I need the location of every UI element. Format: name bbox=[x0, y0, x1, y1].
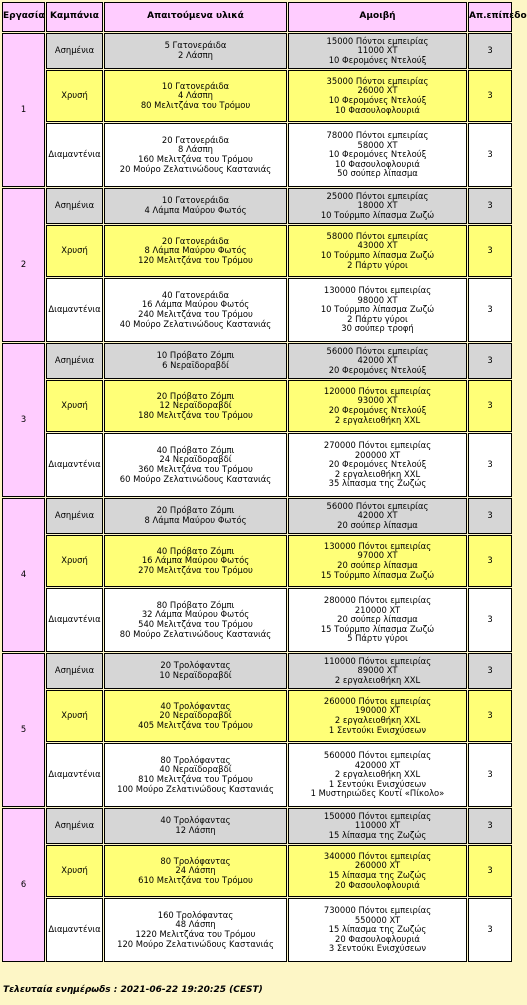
reward-item: 56000 Πόντοι εμπειρίας bbox=[326, 500, 429, 511]
reward-item: 15 λίπασμα της Ζωζώς bbox=[328, 829, 427, 840]
level-cell: 3 bbox=[468, 380, 512, 432]
materials-cell bbox=[104, 653, 287, 689]
level-cell: 3 bbox=[468, 743, 512, 807]
task-number: 2 bbox=[2, 188, 45, 342]
table-body bbox=[2, 33, 512, 962]
campaign-cell: Χρυσή bbox=[46, 380, 103, 432]
reward-cell bbox=[288, 33, 467, 69]
campaign-cell: Ασημένια bbox=[46, 498, 103, 534]
header-level: Απ.επίπεδο bbox=[468, 2, 512, 32]
material-item: 160 Τρολόφαντας bbox=[157, 909, 234, 920]
reward-item: 1 Σεντούκι Ενισχύσεων bbox=[328, 778, 427, 789]
reward-item: 15 Τούρμπο λίπασμα Ζωζώ bbox=[320, 569, 435, 580]
materials-cell bbox=[104, 588, 287, 652]
reward-item: 20 σούπερ λίπασμα bbox=[337, 560, 418, 570]
material-item: 16 Λάμπα Μαύρου Φωτός bbox=[141, 299, 250, 310]
campaign-cell: Χρυσή bbox=[46, 535, 103, 587]
materials-cell bbox=[104, 690, 287, 742]
table-row bbox=[2, 433, 512, 497]
reward-item: 10 Φασουλοφλουριά bbox=[335, 104, 420, 115]
material-item: 24 Νεραϊδοραβδί bbox=[159, 454, 232, 465]
reward-item: 560000 Πόντοι εμπειρίας bbox=[323, 750, 432, 761]
materials-cell bbox=[104, 123, 287, 187]
reward-item: 130000 Πόντοι εμπειρίας bbox=[323, 540, 432, 551]
material-item: 1220 Μελιτζάνα του Τρόμου bbox=[135, 929, 256, 939]
reward-item: 130000 Πόντοι εμπειρίας bbox=[323, 285, 432, 296]
campaign-cell: Ασημένια bbox=[46, 808, 103, 844]
header-reward: Αμοιβή bbox=[288, 2, 467, 32]
material-item: 12 Νεραϊδοραβδί bbox=[159, 400, 232, 411]
materials-cell bbox=[104, 343, 287, 379]
table-row bbox=[2, 898, 512, 962]
material-item: 48 Λάσπη bbox=[175, 919, 216, 930]
materials-cell bbox=[104, 845, 287, 897]
material-item: 100 Μούρο Ζελατινώδους Καστανιάς bbox=[117, 783, 274, 794]
campaign-cell: Διαμαντένια bbox=[46, 588, 103, 652]
material-item: 10 Νεραϊδοραβδί bbox=[159, 670, 232, 680]
table-row bbox=[2, 588, 512, 652]
campaign-cell: Χρυσή bbox=[46, 690, 103, 742]
materials-cell bbox=[104, 743, 287, 807]
reward-cell bbox=[288, 898, 467, 962]
material-item: 40 Πρόβατο Ζόμπι bbox=[156, 444, 235, 455]
material-item: 80 Μελιτζάνα του Τρόμου bbox=[140, 99, 251, 110]
reward-item: 98000 XT bbox=[357, 294, 398, 305]
reward-item: 15000 Πόντοι εμπειρίας bbox=[326, 35, 429, 46]
level-cell: 3 bbox=[468, 225, 512, 277]
campaign-cell: Διαμαντένια bbox=[46, 743, 103, 807]
reward-item: 11000 XT bbox=[357, 45, 398, 56]
material-item: 80 Τρολόφαντας bbox=[160, 754, 231, 765]
last-updated-footer: Τελευταία ενημέρωδs : 2021-06-22 19:20:25 (CEST) bbox=[3, 985, 263, 995]
reward-cell bbox=[288, 690, 467, 742]
table-row bbox=[2, 33, 512, 69]
materials-cell bbox=[104, 33, 287, 69]
campaign-cell: Χρυσή bbox=[46, 845, 103, 897]
material-item: 40 Μούρο Ζελατινώδους Καστανιάς bbox=[119, 318, 272, 329]
material-item: 8 Λάσπη bbox=[178, 144, 213, 155]
reward-item: 730000 Πόντοι εμπειρίας bbox=[323, 905, 432, 916]
reward-item: 20 Φερομόνες Ντελούξ bbox=[328, 459, 427, 470]
reward-item: 1 Σεντούκι Ενισχύσεων bbox=[328, 724, 427, 735]
material-item: 40 Νεραϊδοραβδί bbox=[159, 764, 232, 775]
material-item: 240 Μελιτζάνα του Τρόμου bbox=[138, 309, 253, 319]
materials-cell bbox=[104, 225, 287, 277]
material-item: 8 Λάμπα Μαύρου Φωτός bbox=[144, 245, 247, 256]
reward-cell bbox=[288, 343, 467, 379]
reward-item: 56000 Πόντοι εμπειρίας bbox=[326, 345, 429, 356]
reward-item: 20 σούπερ λίπασμα bbox=[337, 519, 418, 530]
material-item: 80 Τρολόφαντας bbox=[160, 855, 231, 866]
header-row bbox=[2, 2, 512, 32]
reward-cell bbox=[288, 808, 467, 844]
campaign-cell: Χρυσή bbox=[46, 70, 103, 122]
reward-cell bbox=[288, 588, 467, 652]
material-item: 60 Μούρο Ζελατινώδους Καστανιάς bbox=[119, 473, 272, 484]
reward-cell bbox=[288, 845, 467, 897]
material-item: 6 Νεραϊδοραβδί bbox=[162, 360, 229, 370]
campaign-cell: Διαμαντένια bbox=[46, 278, 103, 342]
reward-item: 210000 XT bbox=[354, 604, 401, 615]
reward-item: 10 Τούρμπο λίπασμα Ζωζώ bbox=[320, 304, 435, 315]
reward-item: 150000 Πόντοι εμπειρίας bbox=[323, 810, 432, 821]
table-row bbox=[2, 123, 512, 187]
table-row bbox=[2, 343, 512, 379]
reward-item: 420000 XT bbox=[354, 759, 401, 770]
reward-item: 3 Σεντούκι Ενισχύσεων bbox=[328, 943, 427, 954]
campaign-cell: Διαμαντένια bbox=[46, 123, 103, 187]
material-item: 20 Γατονεράιδα bbox=[161, 134, 230, 145]
table-row bbox=[2, 188, 512, 224]
level-cell: 3 bbox=[468, 33, 512, 69]
reward-item: 20 σούπερ λίπασμα bbox=[337, 614, 418, 625]
reward-cell bbox=[288, 70, 467, 122]
reward-item: 15 Τούρμπο λίπασμα Ζωζώ bbox=[320, 623, 435, 634]
reward-item: 2 εργαλειοθήκη XXL bbox=[334, 468, 421, 479]
material-item: 810 Μελιτζάνα του Τρόμου bbox=[138, 774, 253, 784]
reward-item: 42000 XT bbox=[357, 510, 398, 521]
material-item: 20 Πρόβατο Ζόμπι bbox=[156, 390, 235, 401]
reward-item: 10 Τούρμπο λίπασμα Ζωζώ bbox=[320, 209, 435, 220]
material-item: 10 Γατονεράιδα bbox=[161, 80, 230, 91]
material-item: 270 Μελιτζάνα του Τρόμου bbox=[138, 564, 253, 575]
material-item: 40 Τρολόφαντας bbox=[160, 815, 231, 826]
reward-item: 260000 Πόντοι εμπειρίας bbox=[323, 695, 432, 706]
header-materials: Απαιτούμενα υλικά bbox=[104, 2, 287, 32]
reward-item: 58000 Πόντοι εμπειρίας bbox=[326, 230, 429, 241]
level-cell: 3 bbox=[468, 278, 512, 342]
reward-item: 120000 Πόντοι εμπειρίας bbox=[323, 385, 432, 396]
campaign-cell: Διαμαντένια bbox=[46, 898, 103, 962]
material-item: 2 Λάσπη bbox=[178, 50, 213, 60]
materials-cell bbox=[104, 188, 287, 224]
materials-cell bbox=[104, 498, 287, 534]
reward-item: 200000 XT bbox=[354, 449, 401, 460]
reward-item: 20 Φερομόνες Ντελούξ bbox=[328, 405, 427, 415]
materials-cell bbox=[104, 433, 287, 497]
reward-item: 42000 XT bbox=[357, 355, 398, 366]
reward-item: 26000 XT bbox=[357, 85, 398, 96]
reward-cell bbox=[288, 278, 467, 342]
level-cell: 3 bbox=[468, 845, 512, 897]
material-item: 120 Μελιτζάνα του Τρόμου bbox=[138, 254, 253, 265]
material-item: 5 Γατονεράιδα bbox=[164, 40, 227, 51]
reward-item: 2 εργαλειοθήκη XXL bbox=[334, 715, 421, 725]
reward-cell bbox=[288, 535, 467, 587]
reward-item: 15 λίπασμα της Ζωζώς bbox=[328, 870, 427, 880]
reward-item: 340000 Πόντοι εμπειρίας bbox=[323, 850, 432, 861]
level-cell: 3 bbox=[468, 123, 512, 187]
reward-item: 20 Φασουλοφλουριά bbox=[335, 933, 420, 944]
material-item: 10 Γατονεράιδα bbox=[161, 195, 230, 206]
level-cell: 3 bbox=[468, 535, 512, 587]
reward-item: 50 σούπερ λίπασμα bbox=[337, 168, 418, 179]
level-cell: 3 bbox=[468, 343, 512, 379]
material-item: 540 Μελιτζάνα του Τρόμου bbox=[138, 619, 253, 629]
reward-item: 5 Πάρτυ γύροι bbox=[347, 633, 408, 644]
reward-item: 35 λίπασμα της Ζωζώς bbox=[328, 478, 427, 489]
materials-cell bbox=[104, 70, 287, 122]
table-row bbox=[2, 498, 512, 534]
material-item: 20 Μούρο Ζελατινώδους Καστανιάς bbox=[119, 163, 272, 174]
material-item: 20 Γατονεράιδα bbox=[161, 235, 230, 246]
reward-item: 20 Φερομόνες Ντελούξ bbox=[328, 364, 427, 375]
task-number: 1 bbox=[2, 33, 45, 187]
level-cell: 3 bbox=[468, 690, 512, 742]
table-row bbox=[2, 70, 512, 122]
reward-item: 110000 XT bbox=[354, 820, 401, 831]
level-cell: 3 bbox=[468, 898, 512, 962]
reward-item: 2 Πάρτυ γύροι bbox=[347, 259, 408, 270]
reward-cell bbox=[288, 188, 467, 224]
material-item: 8 Λάμπα Μαύρου Φωτός bbox=[144, 515, 247, 525]
material-item: 610 Μελιτζάνα του Τρόμου bbox=[138, 874, 253, 885]
campaign-cell: Ασημένια bbox=[46, 343, 103, 379]
material-item: 4 Λάσπη bbox=[178, 90, 213, 101]
table-row bbox=[2, 743, 512, 807]
reward-item: 1 Μυστηριώδες Κουτί «Πίκολο» bbox=[310, 788, 445, 799]
task-number: 4 bbox=[2, 498, 45, 652]
materials-cell bbox=[104, 278, 287, 342]
reward-item: 2 Πάρτυ γύροι bbox=[347, 313, 408, 324]
reward-item: 10 Τούρμπο λίπασμα Ζωζώ bbox=[320, 250, 435, 260]
reward-item: 25000 Πόντοι εμπειρίας bbox=[326, 190, 429, 201]
table-row bbox=[2, 380, 512, 432]
material-item: 180 Μελιτζάνα του Τρόμου bbox=[138, 409, 253, 420]
reward-item: 43000 XT bbox=[357, 240, 398, 251]
table-row bbox=[2, 225, 512, 277]
reward-item: 93000 XT bbox=[357, 395, 398, 406]
task-number: 3 bbox=[2, 343, 45, 497]
task-number: 5 bbox=[2, 653, 45, 807]
reward-item: 58000 XT bbox=[357, 139, 398, 150]
level-cell: 3 bbox=[468, 188, 512, 224]
reward-item: 550000 XT bbox=[354, 914, 401, 925]
material-item: 80 Μούρο Ζελατινώδους Καστανιάς bbox=[119, 628, 272, 639]
material-item: 4 Λάμπα Μαύρου Φωτός bbox=[144, 205, 247, 215]
reward-item: 2 εργαλειοθήκη XXL bbox=[334, 769, 421, 780]
material-item: 160 Μελιτζάνα του Τρόμου bbox=[138, 154, 253, 164]
reward-item: 110000 Πόντοι εμπειρίας bbox=[323, 655, 432, 666]
reward-cell bbox=[288, 498, 467, 534]
reward-item: 190000 XT bbox=[354, 705, 401, 716]
material-item: 16 Λάμπα Μαύρου Φωτός bbox=[141, 555, 250, 566]
campaign-cell: Ασημένια bbox=[46, 653, 103, 689]
campaign-cell: Διαμαντένια bbox=[46, 433, 103, 497]
campaign-table bbox=[1, 1, 527, 963]
reward-cell bbox=[288, 123, 467, 187]
material-item: 360 Μελιτζάνα του Τρόμου bbox=[138, 464, 253, 474]
reward-cell bbox=[288, 743, 467, 807]
table-row bbox=[2, 845, 512, 897]
reward-item: 10 Φασουλοφλουριά bbox=[335, 158, 420, 169]
material-item: 12 Λάσπη bbox=[175, 825, 216, 835]
materials-cell bbox=[104, 380, 287, 432]
material-item: 24 Λάσπη bbox=[175, 865, 216, 876]
level-cell: 3 bbox=[468, 808, 512, 844]
material-item: 405 Μελιτζάνα του Τρόμου bbox=[138, 719, 253, 730]
reward-cell bbox=[288, 380, 467, 432]
table-row bbox=[2, 690, 512, 742]
reward-item: 30 σούπερ τροφή bbox=[341, 323, 414, 334]
material-item: 120 Μούρο Ζελατινώδους Καστανιάς bbox=[117, 938, 274, 949]
reward-item: 15 λίπασμα της Ζωζώς bbox=[328, 924, 427, 935]
material-item: 32 Λάμπα Μαύρου Φωτός bbox=[141, 609, 250, 620]
campaign-cell: Ασημένια bbox=[46, 33, 103, 69]
material-item: 40 Γατονεράιδα bbox=[161, 289, 230, 300]
material-item: 20 Νεραϊδοραβδί bbox=[159, 710, 232, 721]
reward-item: 260000 XT bbox=[354, 860, 401, 871]
material-item: 20 Πρόβατο Ζόμπι bbox=[156, 505, 235, 516]
reward-item: 10 Φερομόνες Ντελούξ bbox=[328, 95, 427, 105]
material-item: 20 Τρολόφαντας bbox=[160, 660, 231, 671]
reward-item: 2 εργαλειοθήκη XXL bbox=[334, 674, 421, 685]
materials-cell bbox=[104, 535, 287, 587]
level-cell: 3 bbox=[468, 588, 512, 652]
reward-item: 18000 XT bbox=[357, 200, 398, 211]
reward-item: 2 εργαλειοθήκη XXL bbox=[334, 414, 421, 425]
task-number: 6 bbox=[2, 808, 45, 962]
reward-item: 35000 Πόντοι εμπειρίας bbox=[326, 75, 429, 86]
level-cell: 3 bbox=[468, 70, 512, 122]
reward-cell bbox=[288, 653, 467, 689]
material-item: 10 Πρόβατο Ζόμπι bbox=[156, 350, 235, 361]
material-item: 80 Πρόβατο Ζόμπι bbox=[156, 599, 235, 610]
materials-cell bbox=[104, 898, 287, 962]
material-item: 40 Πρόβατο Ζόμπι bbox=[156, 545, 235, 556]
table-row bbox=[2, 808, 512, 844]
level-cell: 3 bbox=[468, 433, 512, 497]
reward-item: 78000 Πόντοι εμπειρίας bbox=[326, 130, 429, 141]
reward-item: 97000 XT bbox=[357, 550, 398, 561]
campaign-cell: Ασημένια bbox=[46, 188, 103, 224]
reward-item: 89000 XT bbox=[357, 665, 398, 676]
reward-item: 10 Φερομόνες Ντελούξ bbox=[328, 149, 427, 160]
header-campaign: Καμπάνια bbox=[46, 2, 103, 32]
campaign-cell: Χρυσή bbox=[46, 225, 103, 277]
material-item: 40 Τρολόφαντας bbox=[160, 700, 231, 711]
materials-cell bbox=[104, 808, 287, 844]
reward-item: 20 Φασουλοφλουριά bbox=[335, 879, 420, 890]
table-row bbox=[2, 653, 512, 689]
level-cell: 3 bbox=[468, 653, 512, 689]
reward-cell bbox=[288, 433, 467, 497]
reward-cell bbox=[288, 225, 467, 277]
reward-item: 10 Φερομόνες Ντελούξ bbox=[328, 54, 427, 65]
table-row bbox=[2, 535, 512, 587]
header-task: Εργασία bbox=[2, 2, 45, 32]
reward-item: 280000 Πόντοι εμπειρίας bbox=[323, 595, 432, 606]
level-cell: 3 bbox=[468, 498, 512, 534]
reward-item: 270000 Πόντοι εμπειρίας bbox=[323, 440, 432, 451]
table-row bbox=[2, 278, 512, 342]
